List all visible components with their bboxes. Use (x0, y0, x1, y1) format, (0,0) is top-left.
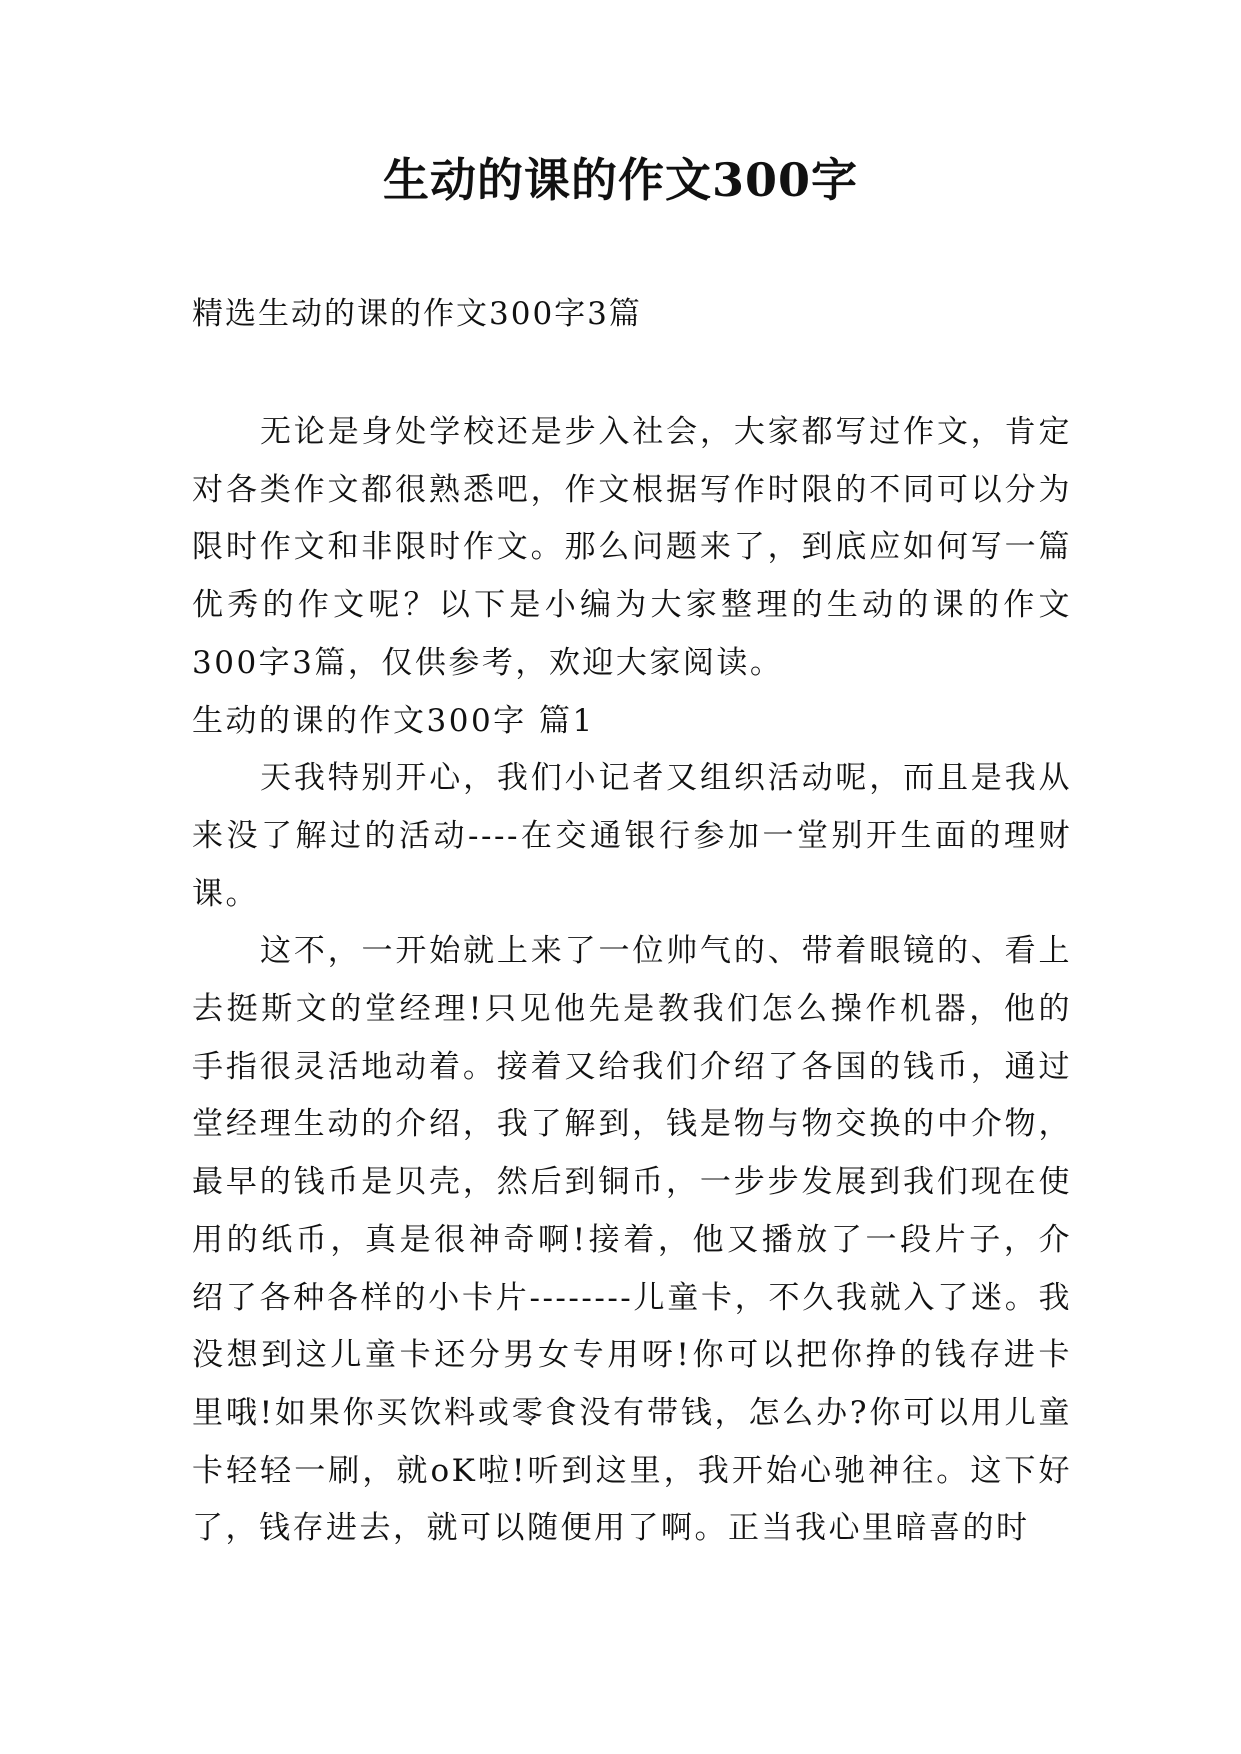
document-title: 生动的课的作文300字 (382, 153, 859, 207)
body-paragraph-1: 天我特别开心，我们小记者又组织活动呢，而且是我从来没了解过的活动----在交通银行参加一堂别开生面的理财课。 (192, 760, 1072, 912)
section-heading: 生动的课的作文300字 篇1 (192, 702, 595, 739)
body-paragraph-2: 这不，一开始就上来了一位帅气的、带着眼镜的、看上去挺斯文的堂经理!只见他先是教我们怎么操作机器，他的手指很灵活地动着。接着又给我们介绍了各国的钱币，通过堂经理生动的介绍，我了解到，钱是物与物交换的中介物，最早的钱币是贝壳，然后到铜币，一步步发展到我们现在使用的纸币，真是很神奇啊!接着，他又播放了一段片子，介绍了各种各样的小卡片--------儿童卡，不久我就入了迷。我没想到这儿童卡还分男女专用呀!你可以把你挣的钱存进卡里哦!如果你买饮料或零食没有带钱，怎么办?你可以用儿童卡轻轻一刷，就oK啦!听到这里，我开始心驰神往。这下好了，钱存进去，就可以随便用了啊。正当我心里暗喜的时 (192, 933, 1072, 1547)
intro-paragraph: 无论是身处学校还是步入社会，大家都写过作文，肯定对各类作文都很熟悉吧，作文根据写作时限的不同可以分为限时作文和非限时作文。那么问题来了，到底应如何写一篇优秀的作文呢？以下是小编为大家整理的生动的课的作文300字3篇，仅供参考，欢迎大家阅读。 (192, 414, 1072, 681)
document-body (192, 404, 1072, 1558)
document-subtitle: 精选生动的课的作文300字3篇 (192, 296, 642, 332)
